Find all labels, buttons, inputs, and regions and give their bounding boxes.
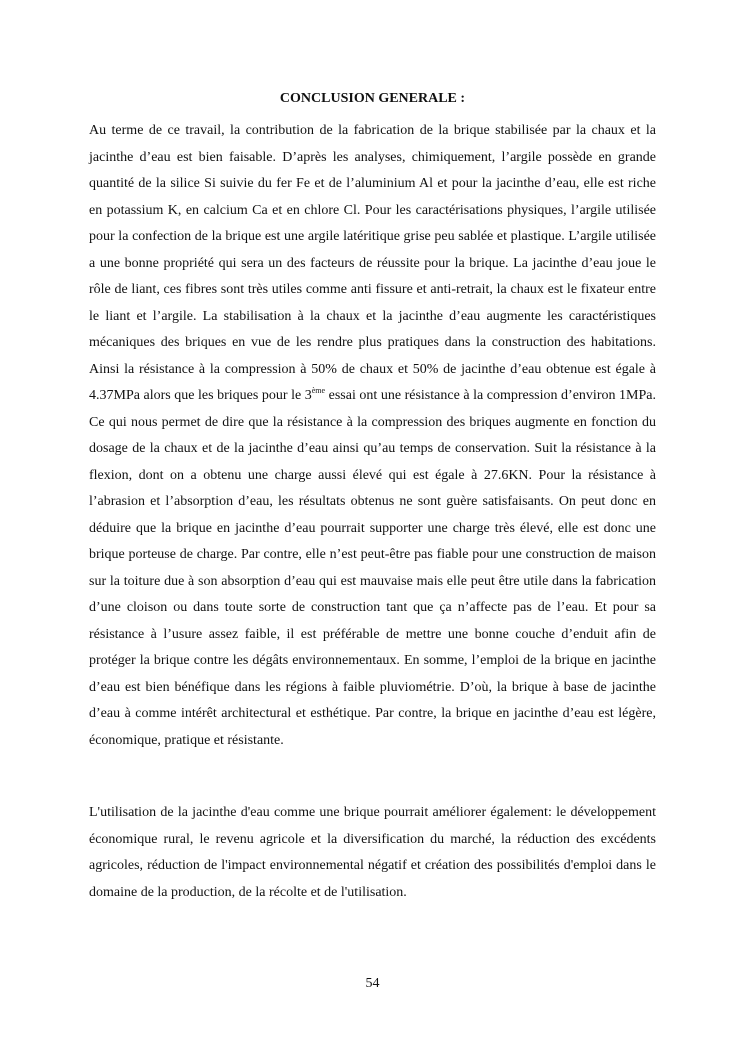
conclusion-paragraph-2 xyxy=(89,800,656,906)
page-title: CONCLUSION GENERALE : xyxy=(279,91,466,106)
paragraph-text-part-2: essai ont une résistance à la compression d’environ 1MPa. Ce qui nous permet de dire que la résistance à la compression des briques augmente en fonction du dosage de la chaux et de la jacinthe d’eau ainsi qu’au temps de conservation. Suit la résistance à la flexion, dont on a obtenu une charge aussi élevé qui est égale à 27.6KN. Pour la résistance à l’abrasion et l’absorption d’eau, les résultats obtenus ne sont guère satisfaisants. On peut donc en déduire que la brique en jacinthe d’eau pourrait supporter une charge très élevé, elle est donc une brique porteuse de charge. Par contre, elle n’est peut-être pas fiable pour une construction de maison sur la toiture due à son absorption d’eau qui est mauvaise mais elle peut être utile dans la fabrication d’une cloison ou dans toute sorte de construction tant que ça n’affecte pas de l’eau. Et pour sa résistance à l’usure assez faible, il est préférable de mettre une bonne couche d’enduit afin de protéger la brique contre les dégâts environnementaux. En somme, l’emploi de la brique en jacinthe d’eau est bien bénéfique dans les régions à faible pluviométrie. D’où, la brique à base de jacinthe d’eau à comme intérêt architectural et esthétique. Par contre, la brique en jacinthe d’eau est légère, économique, pratique et résistante. xyxy=(89,388,656,748)
paragraph-text xyxy=(89,118,656,754)
page-number: 54 xyxy=(365,976,380,991)
paragraph-text-part-1: Au terme de ce travail, la contribution de la fabrication de la brique stabilisée par la chaux et la jacinthe d’eau est bien faisable. D’après les analyses, chimiquement, l’argile possède en grande quantité de la silice Si suivie du fer Fe et de l’aluminium Al et pour la jacinthe d’eau, elle est riche en potassium K, en calcium Ca et en chlore Cl. Pour les caractérisations physiques, l’argile utilisée pour la confection de la brique est une argile latéritique grise peu sablée et plastique. L’argile utilisée a une bonne propriété qui sera un des facteurs de réussite pour la brique. La jacinthe d’eau joue le rôle de liant, ces fibres sont très utiles comme anti fissure et anti-retrait, la chaux est le fixateur entre le liant et l’argile. La stabilisation à la chaux et la jacinthe d’eau augmente les caractéristiques mécaniques des briques en vue de les rendre plus pratiques dans la construction des habitations. Ainsi la résistance à la compression à 50% de chaux et 50% de jacinthe d’eau obtenue est égale à 4.37MPa alors que les briques pour le 3 xyxy=(89,123,656,403)
superscript-ordinal: ème xyxy=(311,386,326,395)
paragraph-text: L'utilisation de la jacinthe d'eau comme une brique pourrait améliorer également: le développement économique rural, le revenu agricole et la diversification du marché, la réduction des excédents agricoles, réduction de l'impact environnemental négatif et création des possibilités d'emploi dans le domaine de la production, de la récolte et de l'utilisation. xyxy=(89,805,656,900)
conclusion-paragraph-1 xyxy=(89,118,656,754)
